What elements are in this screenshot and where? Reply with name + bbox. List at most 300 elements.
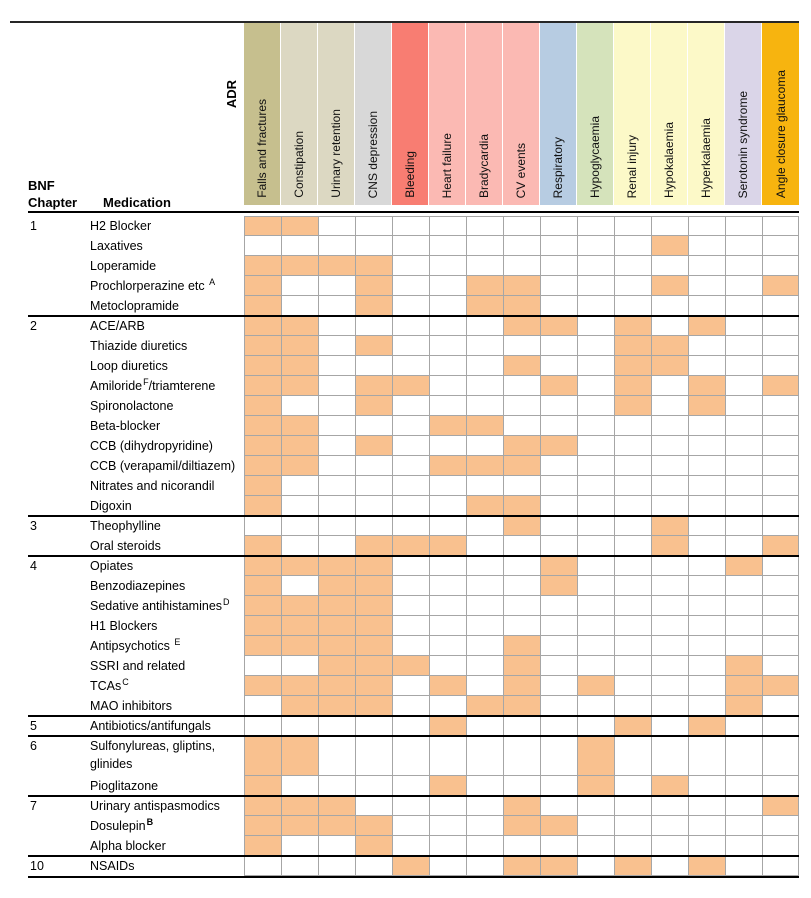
adr-cell xyxy=(725,236,762,256)
medication-label xyxy=(90,636,244,656)
adr-cell xyxy=(429,796,466,816)
adr-cell xyxy=(503,476,540,496)
adr-column-label: Hyperkalaemia xyxy=(699,117,713,198)
adr-cell xyxy=(725,316,762,336)
adr-cell xyxy=(614,836,651,856)
adr-cell xyxy=(688,636,725,656)
adr-marked-cell xyxy=(540,556,577,576)
bnf-chapter-cell xyxy=(28,676,90,696)
adr-marked-cell xyxy=(281,336,318,356)
adr-marked-cell xyxy=(244,796,281,816)
medication-label xyxy=(90,236,244,256)
adr-cell xyxy=(725,856,762,876)
adr-cell xyxy=(577,576,614,596)
adr-cell xyxy=(318,416,355,436)
adr-cell xyxy=(614,596,651,616)
adr-cell xyxy=(429,856,466,876)
adr-cell xyxy=(466,656,503,676)
adr-cell xyxy=(614,416,651,436)
adr-cell xyxy=(725,576,762,596)
table-row xyxy=(28,336,799,356)
table-row xyxy=(28,636,799,656)
adr-cell xyxy=(429,236,466,256)
adr-cell xyxy=(429,816,466,836)
adr-axis-label-text: ADR xyxy=(223,79,239,108)
adr-cell xyxy=(725,256,762,276)
adr-cell xyxy=(577,396,614,416)
adr-column-header xyxy=(688,23,725,205)
adr-cell xyxy=(318,436,355,456)
adr-marked-cell xyxy=(244,736,281,776)
adr-marked-cell xyxy=(429,776,466,796)
adr-cell xyxy=(688,836,725,856)
adr-column-header xyxy=(577,23,614,205)
adr-column-header xyxy=(429,23,466,205)
adr-cell xyxy=(762,596,799,616)
adr-cell xyxy=(540,776,577,796)
adr-marked-cell xyxy=(244,416,281,436)
adr-marked-cell xyxy=(244,296,281,316)
adr-marked-cell xyxy=(318,556,355,576)
adr-cell xyxy=(540,656,577,676)
adr-cell xyxy=(651,696,688,716)
adr-cell xyxy=(281,276,318,296)
adr-cell xyxy=(762,776,799,796)
adr-column-label: Hypoglycaemia xyxy=(588,115,602,198)
adr-marked-cell xyxy=(244,476,281,496)
adr-cell xyxy=(762,296,799,316)
table-row xyxy=(28,316,799,336)
adr-cell xyxy=(466,336,503,356)
medication-name: TCAs xyxy=(90,679,122,693)
adr-cell xyxy=(355,456,392,476)
adr-cell xyxy=(355,216,392,236)
adr-cell xyxy=(318,536,355,556)
medication-name: H1 Blockers xyxy=(90,619,158,633)
adr-cell xyxy=(318,376,355,396)
adr-marked-cell xyxy=(355,276,392,296)
medication-label xyxy=(90,616,244,636)
adr-cell xyxy=(725,496,762,516)
table-row xyxy=(28,556,799,576)
adr-cell xyxy=(577,556,614,576)
adr-cell xyxy=(651,676,688,696)
adr-cell xyxy=(651,556,688,576)
adr-cell xyxy=(577,296,614,316)
adr-cell xyxy=(281,236,318,256)
adr-cell xyxy=(281,396,318,416)
bnf-chapter-cell xyxy=(28,336,90,356)
adr-cell xyxy=(540,796,577,816)
adr-cell xyxy=(392,836,429,856)
adr-cell xyxy=(725,596,762,616)
medication-superscript: B xyxy=(146,816,154,827)
adr-cell xyxy=(540,516,577,536)
bnf-chapter-cell xyxy=(28,296,90,316)
adr-cell xyxy=(429,256,466,276)
adr-cell xyxy=(392,396,429,416)
table-row xyxy=(28,796,799,816)
adr-marked-cell xyxy=(577,776,614,796)
adr-cell xyxy=(392,576,429,596)
adr-marked-cell xyxy=(281,636,318,656)
bnf-header-line1: BNF xyxy=(28,178,55,193)
adr-cell xyxy=(429,836,466,856)
adr-cell xyxy=(355,516,392,536)
adr-cell xyxy=(318,396,355,416)
adr-marked-cell xyxy=(762,536,799,556)
header-rule xyxy=(28,211,799,213)
table-row xyxy=(28,276,799,296)
adr-cell xyxy=(725,836,762,856)
adr-column-header xyxy=(466,23,503,205)
adr-cell xyxy=(466,396,503,416)
adr-marked-cell xyxy=(281,356,318,376)
adr-marked-cell xyxy=(318,616,355,636)
medication-label xyxy=(90,836,244,856)
adr-cell xyxy=(651,636,688,656)
adr-cell xyxy=(651,616,688,636)
table-row xyxy=(28,216,799,236)
adr-column-header xyxy=(614,23,651,205)
adr-cell xyxy=(614,256,651,276)
adr-cell xyxy=(725,536,762,556)
adr-cell xyxy=(762,496,799,516)
adr-cell xyxy=(318,216,355,236)
adr-cell xyxy=(762,816,799,836)
table-row xyxy=(28,296,799,316)
medication-label xyxy=(90,696,244,716)
adr-marked-cell xyxy=(355,436,392,456)
adr-marked-cell xyxy=(355,556,392,576)
adr-cell xyxy=(651,656,688,676)
adr-cell xyxy=(577,796,614,816)
adr-cell xyxy=(392,596,429,616)
adr-cell xyxy=(355,856,392,876)
adr-marked-cell xyxy=(244,356,281,376)
adr-cell xyxy=(392,696,429,716)
adr-marked-cell xyxy=(318,796,355,816)
medication-name: Pioglitazone xyxy=(90,779,159,793)
adr-marked-cell xyxy=(355,656,392,676)
adr-marked-cell xyxy=(244,536,281,556)
adr-cell xyxy=(725,336,762,356)
adr-cell xyxy=(392,356,429,376)
adr-marked-cell xyxy=(281,436,318,456)
bnf-chapter-cell: 5 xyxy=(30,719,37,733)
table-row xyxy=(28,396,799,416)
medication-name: Antipsychotics xyxy=(90,639,174,653)
adr-cell xyxy=(392,776,429,796)
adr-cell xyxy=(466,856,503,876)
adr-cell xyxy=(688,736,725,776)
adr-cell xyxy=(651,256,688,276)
bnf-chapter-cell xyxy=(28,436,90,456)
medication-label xyxy=(90,656,244,676)
adr-cell xyxy=(281,496,318,516)
bnf-chapter-cell xyxy=(28,376,90,396)
adr-marked-cell xyxy=(244,596,281,616)
table-row xyxy=(28,676,799,696)
bnf-chapter-cell xyxy=(28,816,90,836)
medication-name: Antibiotics/antifungals xyxy=(90,719,211,733)
adr-marked-cell xyxy=(244,676,281,696)
adr-marked-cell xyxy=(503,356,540,376)
table-row xyxy=(28,656,799,676)
bnf-chapter-cell xyxy=(28,656,90,676)
adr-cell xyxy=(392,476,429,496)
adr-cell xyxy=(281,776,318,796)
adr-cell xyxy=(614,276,651,296)
adr-marked-cell xyxy=(392,656,429,676)
adr-cell xyxy=(355,416,392,436)
bnf-chapter-cell xyxy=(28,776,90,796)
adr-marked-cell xyxy=(318,656,355,676)
adr-cell xyxy=(466,816,503,836)
adr-marked-cell xyxy=(244,276,281,296)
adr-cell xyxy=(651,416,688,436)
adr-marked-cell xyxy=(429,456,466,476)
adr-marked-cell xyxy=(503,696,540,716)
adr-marked-cell xyxy=(540,436,577,456)
medication-label xyxy=(90,456,244,476)
medication-label xyxy=(90,776,244,796)
adr-column-header xyxy=(762,23,799,205)
adr-cell xyxy=(318,516,355,536)
adr-marked-cell xyxy=(281,556,318,576)
adr-cell xyxy=(577,436,614,456)
adr-marked-cell xyxy=(688,716,725,736)
adr-column-label: Urinary retention xyxy=(329,109,343,198)
adr-column-label: CV events xyxy=(514,142,528,198)
adr-cell xyxy=(762,236,799,256)
adr-cell xyxy=(281,856,318,876)
medication-label xyxy=(90,476,244,496)
adr-cell xyxy=(688,296,725,316)
adr-marked-cell xyxy=(725,656,762,676)
adr-marked-cell xyxy=(281,216,318,236)
adr-cell xyxy=(392,736,429,776)
adr-cell xyxy=(429,356,466,376)
adr-marked-cell xyxy=(244,776,281,796)
adr-cell xyxy=(540,636,577,656)
adr-marked-cell xyxy=(355,296,392,316)
adr-column-header xyxy=(281,23,318,205)
adr-cell xyxy=(577,636,614,656)
adr-cell xyxy=(540,496,577,516)
adr-marked-cell xyxy=(355,396,392,416)
adr-cell xyxy=(614,616,651,636)
adr-marked-cell xyxy=(466,416,503,436)
adr-cell xyxy=(577,516,614,536)
adr-cell xyxy=(762,316,799,336)
medication-label xyxy=(90,256,244,276)
bnf-chapter-cell: 7 xyxy=(30,799,37,813)
bnf-chapter-cell: 2 xyxy=(30,319,37,333)
table-row xyxy=(28,856,799,876)
adr-column-label: CNS depression xyxy=(366,110,380,198)
adr-column-label: Constipation xyxy=(292,131,306,198)
adr-cell xyxy=(429,696,466,716)
adr-cell xyxy=(577,716,614,736)
adr-marked-cell xyxy=(281,456,318,476)
bnf-chapter-cell xyxy=(28,236,90,256)
adr-cell xyxy=(281,836,318,856)
adr-marked-cell xyxy=(355,676,392,696)
adr-cell xyxy=(614,656,651,676)
adr-cell xyxy=(725,816,762,836)
adr-marked-cell xyxy=(244,376,281,396)
adr-cell xyxy=(503,256,540,276)
adr-cell xyxy=(244,696,281,716)
bnf-chapter-cell: 10 xyxy=(30,859,44,873)
adr-marked-cell xyxy=(355,636,392,656)
adr-cell xyxy=(281,576,318,596)
bnf-chapter-cell xyxy=(28,276,90,296)
adr-cell xyxy=(725,456,762,476)
adr-cell xyxy=(244,856,281,876)
adr-cell xyxy=(651,716,688,736)
bnf-chapter-cell xyxy=(28,536,90,556)
adr-marked-cell xyxy=(318,596,355,616)
adr-marked-cell xyxy=(688,376,725,396)
adr-cell xyxy=(725,376,762,396)
adr-cell xyxy=(762,476,799,496)
adr-cell xyxy=(762,836,799,856)
adr-marked-cell xyxy=(725,556,762,576)
medication-name: Loop diuretics xyxy=(90,359,168,373)
adr-cell xyxy=(355,356,392,376)
medication-name: Benzodiazepines xyxy=(90,579,186,593)
medication-superscript: C xyxy=(122,676,129,687)
medication-header: Medication xyxy=(103,195,171,210)
adr-cell xyxy=(318,496,355,516)
adr-cell xyxy=(577,656,614,676)
medication-name: CCB (dihydropyridine) xyxy=(90,439,213,453)
table-row xyxy=(28,836,799,856)
adr-marked-cell xyxy=(503,516,540,536)
adr-marked-cell xyxy=(688,856,725,876)
adr-cell xyxy=(466,576,503,596)
adr-marked-cell xyxy=(614,376,651,396)
adr-marked-cell xyxy=(503,856,540,876)
adr-marked-cell xyxy=(244,556,281,576)
adr-cell xyxy=(614,296,651,316)
medication-adr-matrix xyxy=(28,216,799,878)
adr-cell xyxy=(762,396,799,416)
adr-cell xyxy=(688,416,725,436)
adr-cell xyxy=(392,556,429,576)
adr-marked-cell xyxy=(651,516,688,536)
adr-cell xyxy=(540,276,577,296)
adr-cell xyxy=(688,276,725,296)
adr-cell xyxy=(466,776,503,796)
table-row xyxy=(28,256,799,276)
adr-cell xyxy=(688,216,725,236)
medication-name: Thiazide diuretics xyxy=(90,339,188,353)
adr-cell xyxy=(318,716,355,736)
adr-marked-cell xyxy=(577,736,614,776)
adr-cell xyxy=(355,716,392,736)
adr-cell xyxy=(318,236,355,256)
adr-marked-cell xyxy=(503,276,540,296)
bnf-chapter-cell xyxy=(28,356,90,376)
medication-label xyxy=(90,276,244,296)
adr-cell xyxy=(355,236,392,256)
adr-marked-cell xyxy=(762,276,799,296)
adr-marked-cell xyxy=(614,856,651,876)
adr-marked-cell xyxy=(466,296,503,316)
adr-cell xyxy=(540,236,577,256)
adr-marked-cell xyxy=(503,436,540,456)
adr-marked-cell xyxy=(762,796,799,816)
adr-cell xyxy=(614,496,651,516)
medication-name: Theophylline xyxy=(90,519,161,533)
medication-name: Sedative antihistamines xyxy=(90,599,223,613)
adr-cell xyxy=(651,596,688,616)
adr-cell xyxy=(540,416,577,436)
adr-cell xyxy=(577,236,614,256)
adr-marked-cell xyxy=(614,356,651,376)
adr-marked-cell xyxy=(392,856,429,876)
adr-cell xyxy=(392,336,429,356)
adr-cell xyxy=(503,396,540,416)
adr-cell xyxy=(688,776,725,796)
adr-cell xyxy=(503,716,540,736)
adr-cell xyxy=(429,596,466,616)
medication-superscript: E xyxy=(174,636,181,647)
adr-cell xyxy=(688,796,725,816)
adr-cell xyxy=(540,216,577,236)
medication-name: Spironolactone xyxy=(90,399,174,413)
adr-cell xyxy=(688,516,725,536)
adr-cell xyxy=(392,716,429,736)
adr-cell xyxy=(466,436,503,456)
medication-name: /triamterene xyxy=(148,379,216,393)
bnf-chapter-cell xyxy=(28,256,90,276)
adr-marked-cell xyxy=(355,336,392,356)
adr-cell xyxy=(392,616,429,636)
adr-cell xyxy=(688,656,725,676)
adr-cell xyxy=(392,416,429,436)
adr-cell xyxy=(429,336,466,356)
medication-label xyxy=(90,556,244,576)
adr-cell xyxy=(503,536,540,556)
adr-cell xyxy=(651,316,688,336)
bnf-chapter-cell xyxy=(28,456,90,476)
adr-cell xyxy=(577,356,614,376)
adr-cell xyxy=(318,336,355,356)
table-row xyxy=(28,536,799,556)
adr-cell xyxy=(688,576,725,596)
adr-marked-cell xyxy=(281,736,318,776)
table-row xyxy=(28,416,799,436)
adr-cell xyxy=(503,236,540,256)
table-row xyxy=(28,736,799,776)
bnf-header-line2: Chapter xyxy=(28,195,78,210)
adr-cell xyxy=(392,296,429,316)
adr-cell xyxy=(577,336,614,356)
adr-marked-cell xyxy=(503,496,540,516)
adr-cell xyxy=(540,356,577,376)
adr-marked-cell xyxy=(355,836,392,856)
medication-label xyxy=(90,216,244,236)
adr-cell xyxy=(577,696,614,716)
adr-cell xyxy=(725,616,762,636)
adr-marked-cell xyxy=(355,376,392,396)
adr-cell xyxy=(466,736,503,776)
adr-cell xyxy=(762,856,799,876)
